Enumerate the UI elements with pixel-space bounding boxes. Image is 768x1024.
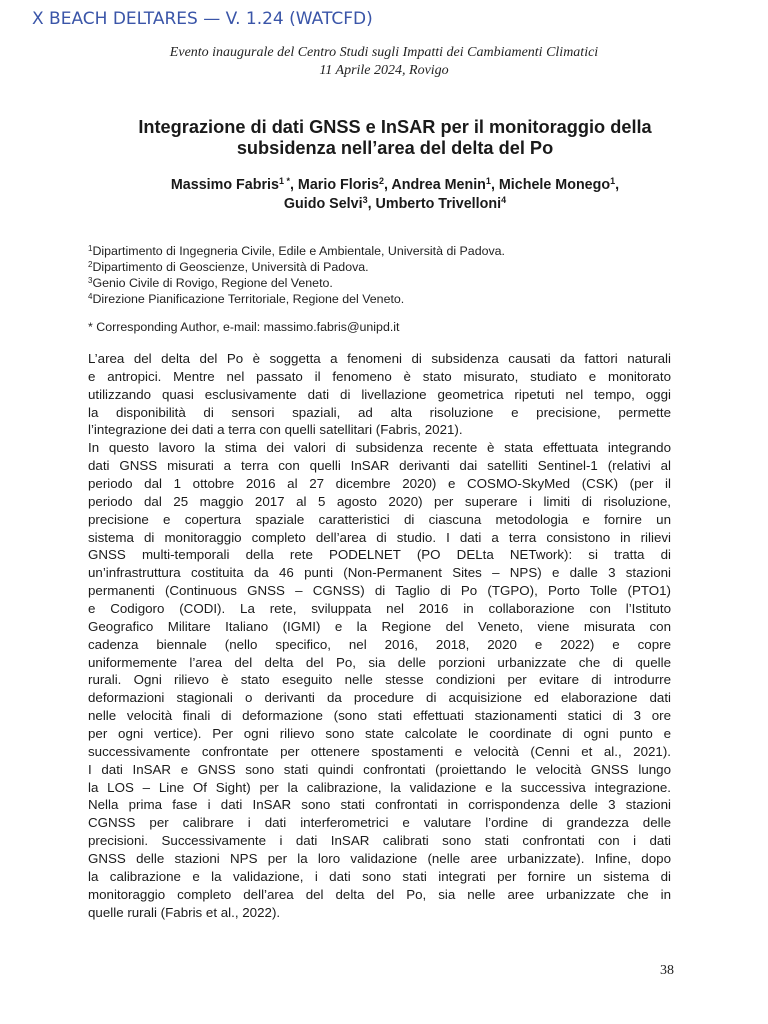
handwritten-note-text: X BEACH DELTARES — V. 1.24 (WATCFD) (32, 9, 373, 29)
body-text-line: cadenza biennale (nello specifico, nel 2016, 2018, 2020 e 2022) e copre (88, 636, 671, 652)
body-text-line: uniformemente l’area del delta del Po, sia delle porzioni urbanizzate che di quelle (88, 654, 671, 670)
handwritten-note-svg (30, 2, 470, 36)
affiliation-item (88, 259, 688, 275)
event-date-location: 11 Aprile 2024, Rovigo (319, 63, 449, 78)
body-text-line: GNSS delle stazioni NPS per la loro validazione (nelle aree urbanizzate). Infine, dopo (88, 851, 671, 867)
author-name: Massimo Fabris (170, 177, 279, 193)
body-text-line: Nella prima fase i dati InSAR sono stati confrontati in corrispondenza delle 3 stazioni (88, 797, 671, 813)
body-text-line: e antropici. Mentre nel passato il fenomeno è stato misurato, studiato e monitorato (88, 368, 671, 384)
body-text-line: e Codigoro (CODI). La rete, sviluppata nel 2016 in collaborazione con l’Istituto (88, 601, 671, 617)
affiliation-text: Dipartimento di Geoscienze, Università di Padova. (92, 260, 369, 274)
corresponding-author: * Corresponding Author, e-mail: massimo.fabris@unipd.it (88, 320, 400, 334)
abstract-body (88, 350, 671, 922)
author-affiliation-mark: 4 (501, 195, 507, 205)
body-text-line: la disponibilità di sensori spaziali, ad alta risoluzione e precisione, permette (88, 404, 671, 420)
author-name: Andrea Menin (391, 177, 486, 193)
body-text-line: precisioni. Successivamente i dati InSAR calibrati sono stati confrontati con i dati (88, 833, 671, 849)
body-text-line: rurali. Ogni rilievo è stato eseguito nelle stesse condizioni per evitare di introdurre (88, 672, 671, 688)
author-name: Guido Selvi (283, 196, 363, 212)
paper-title-line-2: subsidenza nell’area del delta del Po (236, 138, 554, 158)
page-number: 38 (660, 963, 674, 978)
body-text-line: L’area del delta del Po è soggetta a fenomeni di subsidenza causati da fattori naturali (88, 351, 671, 366)
body-text-line: sistema di monitoraggio completo dell’area di studio. I dati a terra consistono in rilievi (88, 529, 671, 545)
event-name: Evento inaugurale del Centro Studi sugli Impatti dei Cambiamenti Climatici (169, 45, 599, 60)
body-text-line: CGNSS per calibrare i dati interferometrici e valutare l’ordine di grandezza delle (88, 815, 671, 831)
body-text-line: successivamente confrontate per ottenere spostamenti e velocità (Cenni et al., 2021). (88, 743, 671, 759)
author-affiliation-mark: 1 (485, 176, 491, 186)
author-affiliation-mark: 1 (610, 176, 616, 186)
handwritten-annotation (30, 2, 470, 36)
body-text-line: per ogni vertice). Per ogni rilievo sono state calcolate le coordinate di ogni punto e (88, 726, 671, 742)
affiliation-text: Dipartimento di Ingegneria Civile, Edile e Ambientale, Università di Padova. (92, 244, 506, 258)
author-name: Mario Floris (297, 177, 379, 193)
affiliation-text: Direzione Pianificazione Territoriale, Regione del Veneto. (92, 292, 405, 306)
paper-title-line-1: Integrazione di dati GNSS e InSAR per il monitoraggio della (138, 117, 652, 137)
affiliation-item (88, 275, 688, 291)
affiliation-item (88, 291, 688, 307)
body-text-line: la LOS – Line Of Sight) per la calibrazione, la validazione e la successiva integrazione. (88, 779, 671, 795)
affiliation-text: Genio Civile di Rovigo, Regione del Veneto. (92, 276, 333, 290)
affiliation-mark: 2 (88, 260, 93, 269)
body-text-line: dati GNSS misurati a terra con quelli InSAR derivanti dai satelliti Sentinel-1 (relativi al (88, 458, 671, 474)
body-text-line: un’infrastruttura costituita da 46 punti (Non-Permanent Sites – NPS) e dalle 3 stazioni (88, 565, 671, 581)
author-name: Umberto Trivelloni (375, 196, 502, 212)
paper-title (60, 117, 730, 159)
author-affiliation-mark: 2 (378, 176, 384, 186)
author-list (60, 176, 730, 214)
body-text-line: l’integrazione dei dati a terra con quelli satellitari (Fabris, 2021). (88, 422, 463, 438)
body-text-line: monitoraggio completo dell’area del delta del Po, sia nelle aree urbanizzate che in (88, 886, 671, 902)
event-header (0, 44, 768, 80)
body-text-line: periodo dal 25 maggio 2017 al 5 agosto 2020) per superare i limiti di risoluzione, (88, 493, 671, 509)
body-text-line: I dati InSAR e GNSS sono stati quindi confrontati (proiettando le velocità GNSS lungo (88, 761, 671, 777)
affiliation-item (88, 243, 688, 259)
body-text-line: nelle velocità finali di deformazione (sono stati effettuati stazionamenti statici di 3 ore (88, 708, 671, 724)
author-affiliation-mark: 3 (362, 195, 368, 205)
body-text-line: GNSS multi-temporali della rete PODELNET (PO DELta NETwork): si tratta di (88, 547, 671, 563)
body-text-line: la calibrazione e la validazione, i dati sono stati integrati per fornire un sistema di (88, 868, 671, 884)
body-text-line: In questo lavoro la stima dei valori di subsidenza recente è stata effettuata integrando (88, 440, 671, 456)
affiliation-list (88, 243, 688, 307)
author-line-1: Massimo Fabris$^{1 *}$, Mario Floris$^2$, Andrea Menin$^1$, Michele Monego$^1$, (170, 176, 620, 193)
affiliation-mark: 3 (88, 276, 93, 285)
body-text-line: utilizzando quasi esclusivamente dati di livellazione geometrica ripetuti nel tempo, oggi (88, 386, 671, 402)
body-text-line: Geografico Militare Italiano (IGMI) e la Regione del Veneto, viene misurata con (88, 618, 671, 634)
author-line-2: Guido Selvi$^3$, Umberto Trivelloni$^4$ (283, 195, 507, 212)
body-text-line: periodo dal 1 ottobre 2016 al 27 dicembre 2020) e COSMO-SkyMed (CSK) (per il (88, 476, 671, 492)
body-text-line: precisione e copertura spaziale caratteristici di ciascuna metodologia e fornire un (88, 511, 671, 527)
body-text-line: quelle rurali (Fabris et al., 2022). (88, 904, 281, 920)
affiliation-mark: 4 (88, 292, 93, 301)
body-text-line: deformazioni stagionali o derivanti da procedure di acquisizione ed elaborazione dati (88, 690, 671, 706)
author-name: Michele Monego (498, 177, 611, 193)
affiliation-mark: 1 (88, 244, 93, 253)
body-text-line: permanenti (Continuous GNSS – CGNSS) di Taglio di Po (TGPO), Porto Tolle (PTO1) (88, 583, 671, 599)
author-affiliation-mark: 1 * (278, 176, 290, 186)
